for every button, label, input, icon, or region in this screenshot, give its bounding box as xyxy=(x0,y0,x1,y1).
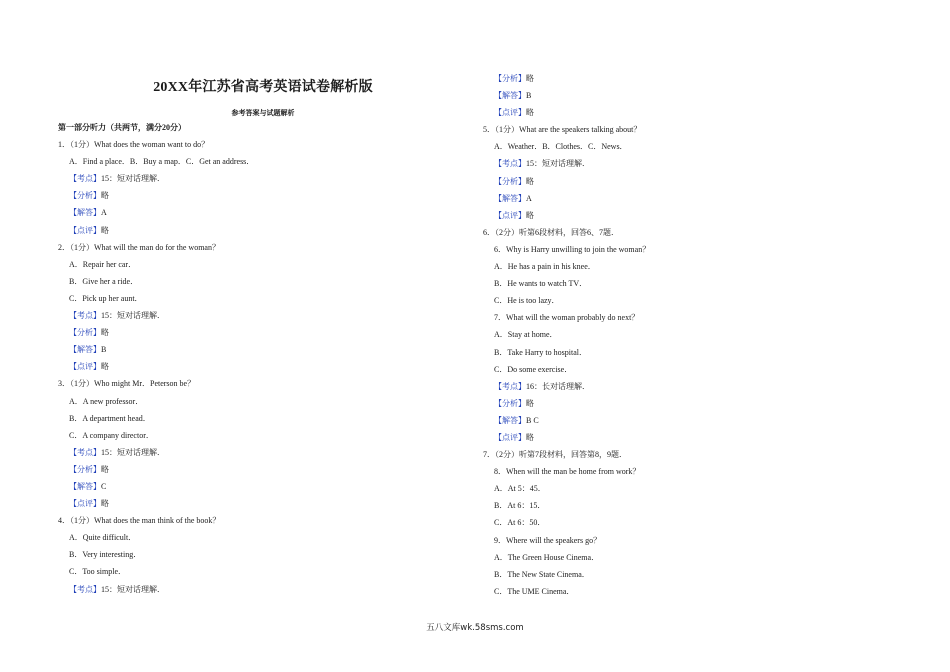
question-line xyxy=(58,290,254,307)
answer-line xyxy=(58,222,254,239)
answer-tag: 【解答】 xyxy=(69,208,101,218)
answer-tag: 【解答】 xyxy=(494,415,526,425)
answer-tag: 【点评】 xyxy=(69,225,101,235)
answer-line xyxy=(58,341,254,358)
left-column xyxy=(58,119,254,598)
question-line xyxy=(483,566,650,583)
question-line xyxy=(483,497,650,514)
line-text: 15：短对话理解． xyxy=(101,174,165,184)
line-text: B．Give her a ride． xyxy=(69,276,139,286)
question-line xyxy=(58,427,254,444)
question-line xyxy=(483,309,650,326)
line-text: A xyxy=(526,193,532,203)
line-text: 2．（1分）What will the man do for the woman？ xyxy=(58,242,220,252)
answer-line xyxy=(58,307,254,324)
line-text: B．Very interesting． xyxy=(69,550,142,560)
line-text: A．At 5：45． xyxy=(494,484,546,494)
line-text: B．Take Harry to hospital． xyxy=(494,347,587,357)
question-line xyxy=(483,532,650,549)
page-subtitle: 参考答案与试题解析 xyxy=(231,109,295,117)
line-text: 略 xyxy=(526,108,534,118)
question-line xyxy=(483,446,650,463)
answer-tag: 【考点】 xyxy=(69,447,101,457)
answer-line xyxy=(58,170,254,187)
line-text: A．Weather．B．Clothes．C．News． xyxy=(494,142,628,152)
line-text: 6．Why is Harry unwilling to join the woman？ xyxy=(494,244,651,254)
section-heading: 第一部分听力（共两节，满分20分） xyxy=(58,123,186,132)
line-text: B xyxy=(101,345,107,355)
question-line xyxy=(483,224,650,241)
question-line xyxy=(483,463,650,480)
answer-tag: 【解答】 xyxy=(69,345,101,355)
question-line xyxy=(58,256,254,273)
line-text: B C xyxy=(526,415,539,425)
page-title: 20XX年江苏省高考英语试卷解析版 xyxy=(153,80,373,95)
question-line xyxy=(58,410,254,427)
question-line xyxy=(483,138,650,155)
line-text: 略 xyxy=(526,398,534,408)
answer-line xyxy=(58,324,254,341)
question-line xyxy=(483,121,650,138)
question-line xyxy=(58,563,254,580)
line-text: 略 xyxy=(101,191,109,201)
line-text: B．He wants to watch TV． xyxy=(494,279,588,289)
line-text: B．At 6：15． xyxy=(494,501,546,511)
line-text: A．He has a pain in his knee． xyxy=(494,262,596,272)
line-text: 略 xyxy=(101,499,109,509)
question-line xyxy=(483,514,650,531)
question-line xyxy=(58,239,254,256)
line-text: A．Quite difficult． xyxy=(69,533,137,543)
question-line xyxy=(483,292,650,309)
line-text: C．Pick up her aunt． xyxy=(69,293,143,303)
answer-line xyxy=(58,358,254,375)
line-text: 15：短对话理解． xyxy=(101,447,165,457)
line-text: 略 xyxy=(101,362,109,372)
line-text: C．A company director． xyxy=(69,430,154,440)
question-line xyxy=(58,273,254,290)
question-line xyxy=(483,480,650,497)
line-text: 略 xyxy=(101,464,109,474)
answer-tag: 【分析】 xyxy=(494,74,526,83)
line-text: 3．（1分）Who might Mr．Peterson be？ xyxy=(58,379,196,389)
question-line xyxy=(483,549,650,566)
line-text: 1．（1分）What does the woman want to do？ xyxy=(58,140,210,150)
answer-line xyxy=(483,155,650,172)
line-text: 略 xyxy=(526,74,534,83)
line-text: A xyxy=(101,208,107,218)
line-text: B xyxy=(526,91,532,101)
line-text: C．The UME Cinema． xyxy=(494,586,575,596)
question-line xyxy=(58,153,254,170)
answer-line xyxy=(483,207,650,224)
line-text: A．The Green House Cinema． xyxy=(494,552,600,562)
answer-tag: 【解答】 xyxy=(494,193,526,203)
answer-line xyxy=(483,429,650,446)
line-text: 16：长对话理解． xyxy=(526,381,590,391)
line-text: 6．（2分）听第6段材料，回答6、7题． xyxy=(483,227,619,237)
answer-tag: 【解答】 xyxy=(69,481,101,491)
line-text: 5．（1分）What are the speakers talking about？ xyxy=(483,125,642,135)
answer-line xyxy=(58,204,254,221)
line-text: 4．（1分）What does the man think of the book？ xyxy=(58,516,221,526)
line-text: 略 xyxy=(101,328,109,338)
answer-tag: 【考点】 xyxy=(494,381,526,391)
question-line xyxy=(58,393,254,410)
question-line xyxy=(483,326,650,343)
footer-watermark: 五八文库wk.58sms.com xyxy=(426,623,524,633)
answer-tag: 【分析】 xyxy=(494,398,526,408)
line-text: 略 xyxy=(526,210,534,220)
answer-line xyxy=(483,104,650,121)
answer-tag: 【点评】 xyxy=(494,210,526,220)
question-line xyxy=(58,136,254,153)
line-text: A．Repair her car． xyxy=(69,259,137,269)
answer-line xyxy=(483,70,650,87)
question-line xyxy=(483,258,650,275)
line-text: 15：短对话理解． xyxy=(101,584,165,594)
line-text: A．A new professor． xyxy=(69,396,144,406)
question-line xyxy=(58,512,254,529)
question-line xyxy=(58,546,254,563)
line-text: 略 xyxy=(526,176,534,186)
answer-tag: 【考点】 xyxy=(69,311,101,321)
answer-tag: 【考点】 xyxy=(494,159,526,169)
answer-line xyxy=(58,478,254,495)
answer-line xyxy=(483,87,650,104)
answer-line xyxy=(58,187,254,204)
line-text: 8．When will the man be home from work？ xyxy=(494,467,641,477)
line-text: 7．（2分）听第7段材料，回答第8，9题． xyxy=(483,450,627,460)
question-line xyxy=(483,583,650,600)
line-text: 15：短对话理解． xyxy=(101,311,165,321)
question-line xyxy=(483,241,650,258)
answer-line xyxy=(483,173,650,190)
answer-line xyxy=(483,378,650,395)
answer-tag: 【分析】 xyxy=(69,464,101,474)
line-text: 15：短对话理解． xyxy=(526,159,590,169)
answer-line xyxy=(58,495,254,512)
answer-tag: 【解答】 xyxy=(494,91,526,101)
answer-line xyxy=(58,461,254,478)
answer-tag: 【考点】 xyxy=(69,584,101,594)
line-text: C．He is too lazy． xyxy=(494,296,560,306)
line-text: 略 xyxy=(101,225,109,235)
line-text: 7．What will the woman probably do next？ xyxy=(494,313,640,323)
question-line xyxy=(483,361,650,378)
answer-tag: 【点评】 xyxy=(69,362,101,372)
line-text: 9．Where will the speakers go？ xyxy=(494,535,602,545)
line-text: B．The New State Cinema． xyxy=(494,569,590,579)
answer-tag: 【分析】 xyxy=(494,176,526,186)
line-text: C xyxy=(101,481,107,491)
answer-line xyxy=(58,444,254,461)
answer-line xyxy=(483,412,650,429)
answer-tag: 【分析】 xyxy=(69,191,101,201)
line-text: C．Do some exercise． xyxy=(494,364,573,374)
line-text: 略 xyxy=(526,432,534,442)
line-text: A．Stay at home． xyxy=(494,330,558,340)
question-line xyxy=(483,275,650,292)
question-line xyxy=(58,529,254,546)
line-text: C．Too simple． xyxy=(69,567,126,577)
answer-tag: 【点评】 xyxy=(494,432,526,442)
line-text: C．At 6：50． xyxy=(494,518,546,528)
answer-tag: 【点评】 xyxy=(69,499,101,509)
right-column xyxy=(483,70,650,600)
answer-line xyxy=(483,395,650,412)
answer-tag: 【点评】 xyxy=(494,108,526,118)
line-text: A．Find a place．B．Buy a map．C．Get an address． xyxy=(69,157,255,167)
answer-tag: 【分析】 xyxy=(69,328,101,338)
answer-tag: 【考点】 xyxy=(69,174,101,184)
answer-line xyxy=(58,581,254,598)
question-line xyxy=(483,344,650,361)
line-text: B．A department head． xyxy=(69,413,151,423)
answer-line xyxy=(483,190,650,207)
question-line xyxy=(58,375,254,392)
